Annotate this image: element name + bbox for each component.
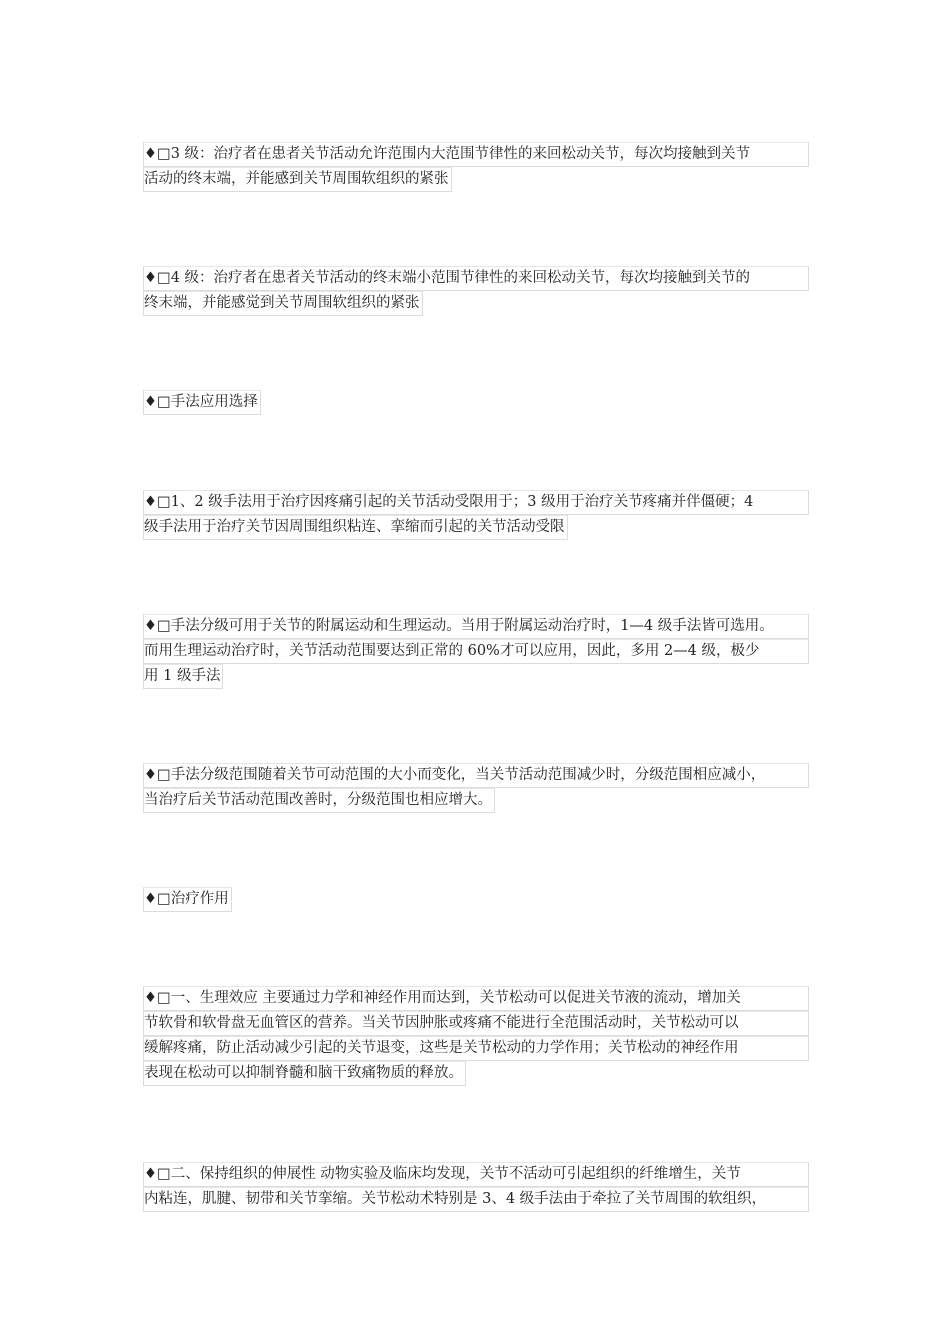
text-line: 用 1 级手法 — [143, 664, 809, 689]
paragraph-grade-3 — [143, 142, 809, 192]
text-line: ♦□1、2 级手法用于治疗因疼痛引起的关节活动受限用于；3 级用于治疗关节疼痛并伴僵硬；4 — [143, 490, 809, 515]
text-line: ♦□3 级：治疗者在患者关节活动允许范围内大范围节律性的来回松动关节，每次均接触到关节 — [143, 142, 809, 167]
text-line: 活动的终末端，并能感到关节周围软组织的紧张 — [143, 167, 809, 192]
text-line: 缓解疼痛，防止活动减少引起的关节退变，这些是关节松动的力学作用；关节松动的神经作用 — [143, 1036, 809, 1061]
text-line: 表现在松动可以抑制脊髓和脑干致痛物质的释放。 — [143, 1061, 809, 1086]
text-line: 终末端，并能感觉到关节周围软组织的紧张 — [143, 291, 809, 316]
text-line: ♦□一、生理效应 主要通过力学和神经作用而达到，关节松动可以促进关节液的流动，增加关 — [143, 986, 809, 1011]
text-line: 级手法用于治疗关节因周围组织粘连、挛缩而引起的关节活动受限 — [143, 515, 809, 540]
text-line: ♦□手法分级可用于关节的附属运动和生理运动。当用于附属运动治疗时，1—4 级手法皆可选用。 — [143, 614, 809, 639]
heading-technique-selection — [143, 390, 809, 415]
text-line: 而用生理运动治疗时，关节活动范围要达到正常的 60%才可以应用，因此，多用 2—4 级，极少 — [143, 639, 809, 664]
paragraph-grade-4 — [143, 266, 809, 316]
text-line: 当治疗后关节活动范围改善时，分级范围也相应增大。 — [143, 788, 809, 813]
heading-therapeutic-effects — [143, 887, 809, 912]
paragraph-physiological-effects — [143, 986, 809, 1086]
text-line: 内粘连，肌腱、韧带和关节挛缩。关节松动术特别是 3、4 级手法由于牵拉了关节周围的软组织， — [143, 1187, 809, 1212]
text-line: ♦□手法应用选择 — [143, 390, 809, 415]
text-line: ♦□二、保持组织的伸展性 动物实验及临床均发现，关节不活动可引起组织的纤维增生，关节 — [143, 1162, 809, 1187]
text-line: ♦□治疗作用 — [143, 887, 809, 912]
paragraph-grade-motion-types — [143, 614, 809, 689]
text-line: ♦□手法分级范围随着关节可动范围的大小而变化，当关节活动范围减少时，分级范围相应减小， — [143, 763, 809, 788]
text-line: ♦□4 级：治疗者在患者关节活动的终末端小范围节律性的来回松动关节，每次均接触到关节的 — [143, 266, 809, 291]
paragraph-grade-usage — [143, 490, 809, 540]
text-line: 节软骨和软骨盘无血管区的营养。当关节因肿胀或疼痛不能进行全范围活动时，关节松动可以 — [143, 1011, 809, 1036]
paragraph-tissue-extensibility — [143, 1162, 809, 1212]
paragraph-grade-range — [143, 763, 809, 813]
